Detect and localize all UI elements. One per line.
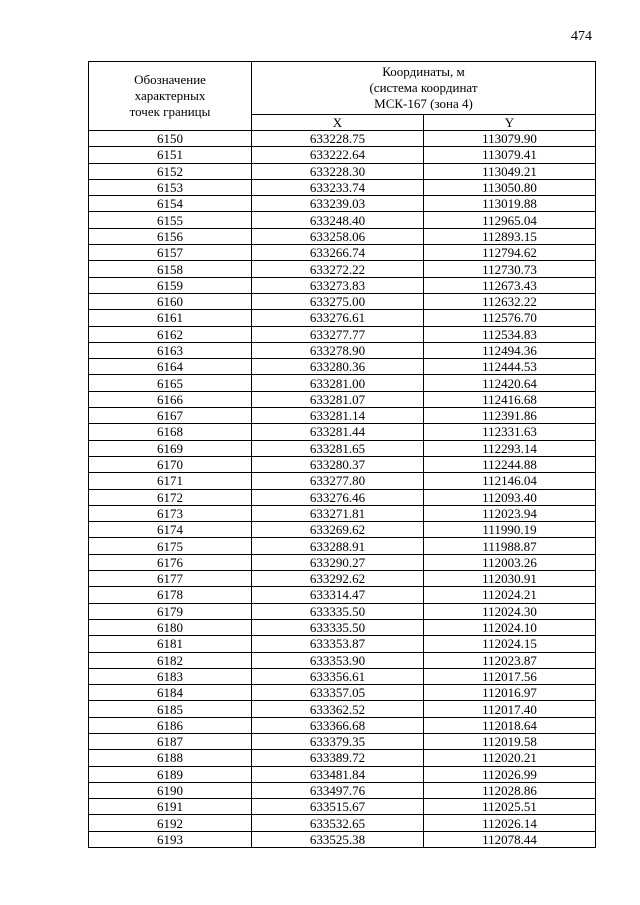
table-row <box>89 147 596 163</box>
y-coordinate-cell: 112093.40 <box>424 489 596 505</box>
y-coordinate-cell: 113019.88 <box>424 196 596 212</box>
y-coordinate-cell: 112024.21 <box>424 587 596 603</box>
x-coordinate-cell: 633292.62 <box>252 571 424 587</box>
point-id-cell: 6186 <box>89 717 252 733</box>
table-row <box>89 522 596 538</box>
point-id-cell: 6183 <box>89 668 252 684</box>
y-coordinate-cell: 112023.94 <box>424 505 596 521</box>
y-coordinate-cell: 112028.86 <box>424 782 596 798</box>
point-id-cell: 6191 <box>89 799 252 815</box>
y-coordinate-cell: 112016.97 <box>424 685 596 701</box>
table-row <box>89 179 596 195</box>
table-row <box>89 619 596 635</box>
point-id-cell: 6190 <box>89 782 252 798</box>
table-row <box>89 733 596 749</box>
table-header <box>89 62 596 131</box>
point-id-cell: 6178 <box>89 587 252 603</box>
point-id-cell: 6177 <box>89 571 252 587</box>
point-id-cell: 6155 <box>89 212 252 228</box>
point-id-cell: 6171 <box>89 473 252 489</box>
table-row <box>89 293 596 309</box>
point-id-cell: 6150 <box>89 131 252 147</box>
table-row <box>89 375 596 391</box>
x-coordinate-cell: 633281.00 <box>252 375 424 391</box>
y-coordinate-cell: 112416.68 <box>424 391 596 407</box>
coordinates-group-header-text: Координаты, м (система координат МСК-167 (зона 4) <box>369 64 478 111</box>
point-id-cell: 6160 <box>89 293 252 309</box>
x-coordinate-cell: 633481.84 <box>252 766 424 782</box>
y-coordinate-cell: 112244.88 <box>424 456 596 472</box>
table-row <box>89 326 596 342</box>
x-coordinate-cell: 633356.61 <box>252 668 424 684</box>
point-id-cell: 6179 <box>89 603 252 619</box>
y-coordinate-cell: 112003.26 <box>424 554 596 570</box>
x-coordinate-cell: 633228.30 <box>252 163 424 179</box>
x-coordinate-cell: 633233.74 <box>252 179 424 195</box>
table-row <box>89 212 596 228</box>
point-id-cell: 6166 <box>89 391 252 407</box>
x-column-header: X <box>252 115 424 131</box>
point-id-cell: 6180 <box>89 619 252 635</box>
y-coordinate-cell: 112020.21 <box>424 750 596 766</box>
y-coordinate-cell: 111990.19 <box>424 522 596 538</box>
y-coordinate-cell: 112026.14 <box>424 815 596 831</box>
table-row <box>89 717 596 733</box>
x-coordinate-cell: 633277.80 <box>252 473 424 489</box>
y-coordinate-cell: 112391.86 <box>424 408 596 424</box>
y-coordinate-cell: 112494.36 <box>424 342 596 358</box>
table-row <box>89 228 596 244</box>
table-row <box>89 538 596 554</box>
table-row <box>89 750 596 766</box>
x-coordinate-cell: 633280.37 <box>252 456 424 472</box>
point-id-cell: 6184 <box>89 685 252 701</box>
table-body <box>89 131 596 848</box>
table-row <box>89 261 596 277</box>
table-row <box>89 587 596 603</box>
point-id-cell: 6167 <box>89 408 252 424</box>
x-coordinate-cell: 633277.77 <box>252 326 424 342</box>
y-coordinate-cell: 112893.15 <box>424 228 596 244</box>
boundary-points-table <box>88 61 596 848</box>
point-id-cell: 6157 <box>89 245 252 261</box>
point-id-cell: 6182 <box>89 652 252 668</box>
point-id-cell: 6176 <box>89 554 252 570</box>
x-coordinate-cell: 633272.22 <box>252 261 424 277</box>
y-coordinate-cell: 112730.73 <box>424 261 596 277</box>
table-row <box>89 636 596 652</box>
table-row <box>89 668 596 684</box>
y-coordinate-cell: 113050.80 <box>424 179 596 195</box>
x-coordinate-cell: 633288.91 <box>252 538 424 554</box>
table-row <box>89 163 596 179</box>
table-row <box>89 473 596 489</box>
y-coordinate-cell: 112024.30 <box>424 603 596 619</box>
table-row <box>89 359 596 375</box>
table-row <box>89 440 596 456</box>
y-coordinate-cell: 112965.04 <box>424 212 596 228</box>
y-coordinate-cell: 112146.04 <box>424 473 596 489</box>
x-coordinate-cell: 633525.38 <box>252 831 424 847</box>
y-coordinate-cell: 112534.83 <box>424 326 596 342</box>
y-coordinate-cell: 112632.22 <box>424 293 596 309</box>
point-id-cell: 6174 <box>89 522 252 538</box>
x-coordinate-cell: 633353.90 <box>252 652 424 668</box>
point-id-cell: 6173 <box>89 505 252 521</box>
x-coordinate-cell: 633278.90 <box>252 342 424 358</box>
point-id-cell: 6187 <box>89 733 252 749</box>
point-id-cell: 6162 <box>89 326 252 342</box>
x-coordinate-cell: 633228.75 <box>252 131 424 147</box>
x-coordinate-cell: 633366.68 <box>252 717 424 733</box>
point-id-cell: 6188 <box>89 750 252 766</box>
y-coordinate-cell: 112794.62 <box>424 245 596 261</box>
x-coordinate-cell: 633276.61 <box>252 310 424 326</box>
y-coordinate-cell: 112673.43 <box>424 277 596 293</box>
table-row <box>89 766 596 782</box>
point-id-cell: 6152 <box>89 163 252 179</box>
point-id-cell: 6163 <box>89 342 252 358</box>
y-coordinate-cell: 112025.51 <box>424 799 596 815</box>
point-id-cell: 6172 <box>89 489 252 505</box>
y-coordinate-cell: 112024.15 <box>424 636 596 652</box>
y-coordinate-cell: 112293.14 <box>424 440 596 456</box>
y-coordinate-cell: 112420.64 <box>424 375 596 391</box>
y-coordinate-cell: 112018.64 <box>424 717 596 733</box>
y-coordinate-cell: 111988.87 <box>424 538 596 554</box>
y-coordinate-cell: 113049.21 <box>424 163 596 179</box>
y-coordinate-cell: 112030.91 <box>424 571 596 587</box>
table-row <box>89 815 596 831</box>
x-coordinate-cell: 633248.40 <box>252 212 424 228</box>
table-row <box>89 799 596 815</box>
table-row <box>89 310 596 326</box>
x-coordinate-cell: 633258.06 <box>252 228 424 244</box>
table-row <box>89 424 596 440</box>
coordinates-group-header <box>252 62 596 115</box>
y-coordinate-cell: 112024.10 <box>424 619 596 635</box>
header-row <box>89 62 596 115</box>
x-coordinate-cell: 633281.65 <box>252 440 424 456</box>
table-row <box>89 603 596 619</box>
point-id-cell: 6159 <box>89 277 252 293</box>
x-coordinate-cell: 633362.52 <box>252 701 424 717</box>
x-coordinate-cell: 633276.46 <box>252 489 424 505</box>
table-row <box>89 408 596 424</box>
table-row <box>89 131 596 147</box>
x-coordinate-cell: 633379.35 <box>252 733 424 749</box>
point-id-cell: 6169 <box>89 440 252 456</box>
x-coordinate-cell: 633266.74 <box>252 245 424 261</box>
table-row <box>89 342 596 358</box>
x-coordinate-cell: 633515.67 <box>252 799 424 815</box>
table-row <box>89 701 596 717</box>
y-coordinate-cell: 112444.53 <box>424 359 596 375</box>
point-id-cell: 6164 <box>89 359 252 375</box>
table-row <box>89 652 596 668</box>
x-coordinate-cell: 633314.47 <box>252 587 424 603</box>
point-id-cell: 6175 <box>89 538 252 554</box>
x-coordinate-cell: 633271.81 <box>252 505 424 521</box>
y-column-header: Y <box>424 115 596 131</box>
point-id-cell: 6161 <box>89 310 252 326</box>
point-id-cell: 6181 <box>89 636 252 652</box>
x-coordinate-cell: 633353.87 <box>252 636 424 652</box>
x-coordinate-cell: 633532.65 <box>252 815 424 831</box>
table-row <box>89 277 596 293</box>
table-row <box>89 831 596 847</box>
table-row <box>89 505 596 521</box>
x-coordinate-cell: 633222.64 <box>252 147 424 163</box>
point-id-cell: 6189 <box>89 766 252 782</box>
y-coordinate-cell: 112331.63 <box>424 424 596 440</box>
x-coordinate-cell: 633335.50 <box>252 603 424 619</box>
point-id-cell: 6168 <box>89 424 252 440</box>
point-id-cell: 6158 <box>89 261 252 277</box>
point-id-cell: 6151 <box>89 147 252 163</box>
x-coordinate-cell: 633281.14 <box>252 408 424 424</box>
point-id-cell: 6192 <box>89 815 252 831</box>
x-coordinate-cell: 633290.27 <box>252 554 424 570</box>
x-coordinate-cell: 633335.50 <box>252 619 424 635</box>
x-coordinate-cell: 633280.36 <box>252 359 424 375</box>
table-row <box>89 554 596 570</box>
y-coordinate-cell: 112019.58 <box>424 733 596 749</box>
x-coordinate-cell: 633239.03 <box>252 196 424 212</box>
point-designation-header <box>89 62 252 131</box>
x-coordinate-cell: 633281.07 <box>252 391 424 407</box>
point-id-cell: 6156 <box>89 228 252 244</box>
x-coordinate-cell: 633275.00 <box>252 293 424 309</box>
table-row <box>89 685 596 701</box>
y-coordinate-cell: 112576.70 <box>424 310 596 326</box>
table-row <box>89 245 596 261</box>
table-row <box>89 489 596 505</box>
y-coordinate-cell: 112026.99 <box>424 766 596 782</box>
table-row <box>89 571 596 587</box>
point-id-cell: 6165 <box>89 375 252 391</box>
y-coordinate-cell: 112078.44 <box>424 831 596 847</box>
table-row <box>89 782 596 798</box>
x-coordinate-cell: 633273.83 <box>252 277 424 293</box>
point-id-cell: 6153 <box>89 179 252 195</box>
point-id-cell: 6193 <box>89 831 252 847</box>
x-coordinate-cell: 633269.62 <box>252 522 424 538</box>
page-number: 474 <box>571 29 592 44</box>
table-row <box>89 456 596 472</box>
y-coordinate-cell: 112017.40 <box>424 701 596 717</box>
x-coordinate-cell: 633497.76 <box>252 782 424 798</box>
x-coordinate-cell: 633357.05 <box>252 685 424 701</box>
table-row <box>89 391 596 407</box>
point-designation-header-text: Обозначение характерных точек границы <box>129 72 211 119</box>
y-coordinate-cell: 112023.87 <box>424 652 596 668</box>
point-id-cell: 6154 <box>89 196 252 212</box>
point-id-cell: 6170 <box>89 456 252 472</box>
table-row <box>89 196 596 212</box>
x-coordinate-cell: 633281.44 <box>252 424 424 440</box>
y-coordinate-cell: 113079.41 <box>424 147 596 163</box>
y-coordinate-cell: 113079.90 <box>424 131 596 147</box>
x-coordinate-cell: 633389.72 <box>252 750 424 766</box>
point-id-cell: 6185 <box>89 701 252 717</box>
y-coordinate-cell: 112017.56 <box>424 668 596 684</box>
